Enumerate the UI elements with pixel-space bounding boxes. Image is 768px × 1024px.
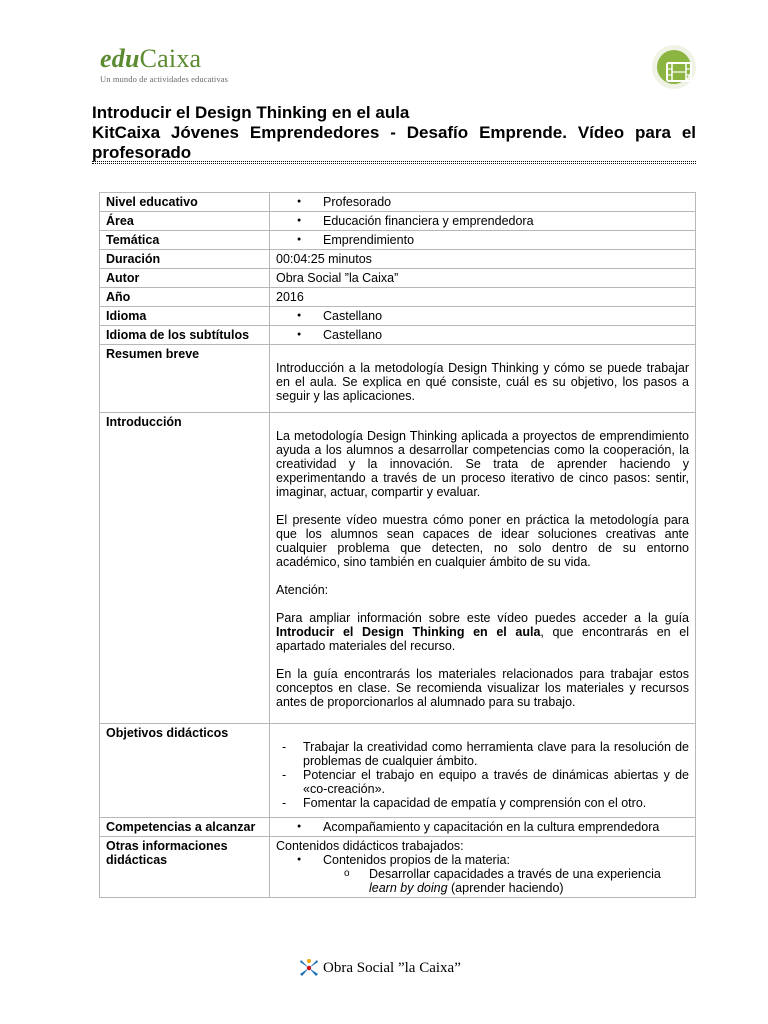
- otras-label: Otras informaciones didácticas: [100, 837, 270, 898]
- otras-subitem: [276, 867, 689, 895]
- educaixa-logo: [100, 46, 228, 84]
- row-otras: [100, 837, 696, 898]
- otras-cell: [270, 837, 696, 898]
- tematica-label: Temática: [100, 231, 270, 250]
- logo-caixa: Caixa: [139, 44, 202, 73]
- objetivo-item: - Trabajar la creatividad como herramienta clave para la resolución de problemas de cualquier ámbito.: [276, 740, 689, 768]
- document-title-block: [92, 103, 696, 163]
- resumen-label: Resumen breve: [100, 345, 270, 413]
- anio-label: Año: [100, 288, 270, 307]
- resumen-cell: [270, 345, 696, 413]
- tematica-value: ● Emprendimiento: [276, 233, 689, 247]
- row-competencias: [100, 818, 696, 837]
- row-subtitulos: [100, 326, 696, 345]
- nivel-value: ● Profesorado: [276, 195, 689, 209]
- objetivo-item: - Potenciar el trabajo en equipo a través de dinámicas abiertas y de «co-creación».: [276, 768, 689, 796]
- otras-sub-italic: learn by doing: [369, 881, 448, 895]
- autor-label: Autor: [100, 269, 270, 288]
- subtitulos-label: Idioma de los subtítulos: [100, 326, 270, 345]
- row-nivel: [100, 193, 696, 212]
- row-introduccion: [100, 413, 696, 724]
- intro-p3-start: Para ampliar información sobre este vídeo puedes acceder a la guía: [276, 611, 689, 625]
- logo-tagline: Un mundo de actividades educativas: [100, 74, 229, 84]
- idioma-cell: [270, 307, 696, 326]
- competencias-label: Competencias a alcanzar: [100, 818, 270, 837]
- introduccion-label: Introducción: [100, 413, 270, 724]
- introduccion-cell: [270, 413, 696, 724]
- tematica-cell: [270, 231, 696, 250]
- la-caixa-star-icon: [298, 958, 320, 978]
- resource-metadata-table: [99, 192, 696, 898]
- logo-edu: edu: [100, 44, 140, 73]
- otras-bullet: ● Contenidos propios de la materia:: [276, 853, 689, 867]
- otras-sub-end: (aprender haciendo): [447, 881, 564, 895]
- otras-intro: Contenidos didácticos trabajados:: [276, 839, 464, 853]
- anio-value: 2016: [270, 288, 696, 307]
- duracion-label: Duración: [100, 250, 270, 269]
- row-idioma: [100, 307, 696, 326]
- logo-wordmark: [100, 46, 228, 72]
- footer-text: Obra Social ”la Caixa”: [323, 959, 461, 976]
- row-resumen: [100, 345, 696, 413]
- autor-value: Obra Social ”la Caixa”: [270, 269, 696, 288]
- title-divider-second: [92, 163, 696, 164]
- row-autor: [100, 269, 696, 288]
- subtitulos-value: ● Castellano: [276, 328, 689, 342]
- resumen-text: Introducción a la metodología Design Thinking y cómo se puede trabajar en el aula. Se explica en qué consiste, cuál es su objetivo, los pasos a seguir y las aplicaciones.: [276, 361, 689, 403]
- area-label: Área: [100, 212, 270, 231]
- otras-sub-start: Desarrollar capacidades a través de una experiencia: [369, 867, 661, 881]
- competencias-value: ● Acompañamiento y capacitación en la cultura emprendedora: [276, 820, 689, 834]
- nivel-cell: [270, 193, 696, 212]
- objetivo-item: - Fomentar la capacidad de empatía y comprensión con el otro.: [276, 796, 689, 810]
- intro-paragraph-2: El presente vídeo muestra cómo poner en práctica la metodología para que los alumnos sean capaces de idear soluciones creativas ante cualquier problema que detecten, no solo dentro de su entorno académico, sino también en cualquier ámbito de su vida.: [276, 513, 689, 569]
- duracion-value: 00:04:25 minutos: [270, 250, 696, 269]
- nivel-label: Nivel educativo: [100, 193, 270, 212]
- area-value: ● Educación financiera y emprendedora: [276, 214, 689, 228]
- row-objetivos: [100, 724, 696, 818]
- row-tematica: [100, 231, 696, 250]
- intro-p3-end: , que encontrarás en el apartado materiales del recurso.: [276, 625, 689, 653]
- row-area: [100, 212, 696, 231]
- document-subtitle: KitCaixa Jóvenes Emprendedores - Desafío Emprende. Vídeo para el profesorado: [92, 123, 696, 162]
- idioma-value: ● Castellano: [276, 309, 689, 323]
- intro-attention: Atención:: [276, 583, 329, 597]
- area-cell: [270, 212, 696, 231]
- objetivos-cell: [270, 724, 696, 818]
- row-anio: [100, 288, 696, 307]
- row-duracion: [100, 250, 696, 269]
- intro-paragraph-4: En la guía encontrarás los materiales relacionados para trabajar estos conceptos en clase. Se recomienda visualizar los materiales y recursos antes de proporcionarlos al alumnado para su trabajo.: [276, 667, 689, 709]
- title-divider: [92, 161, 696, 162]
- intro-paragraph-1: La metodología Design Thinking aplicada a proyectos de emprendimiento ayuda a los alumnos a desarrollar competencias como la cooperación, la creatividad y la innovación. Se trata de aprender haciendo y experimentando a través de un proceso iterativo de cinco pasos: sentir, imaginar, actuar, compartir y evaluar.: [276, 429, 689, 499]
- subtitulos-cell: [270, 326, 696, 345]
- competencias-cell: [270, 818, 696, 837]
- document-title: Introducir el Design Thinking en el aula: [92, 103, 410, 122]
- intro-paragraph-3: [276, 611, 689, 653]
- idioma-label: Idioma: [100, 307, 270, 326]
- film-icon: [666, 61, 692, 83]
- objetivos-label: Objetivos didácticos: [100, 724, 270, 818]
- guide-title: Introducir el Design Thinking en el aula: [276, 625, 541, 639]
- video-resource-badge: [652, 45, 696, 89]
- footer-logo: [298, 958, 461, 978]
